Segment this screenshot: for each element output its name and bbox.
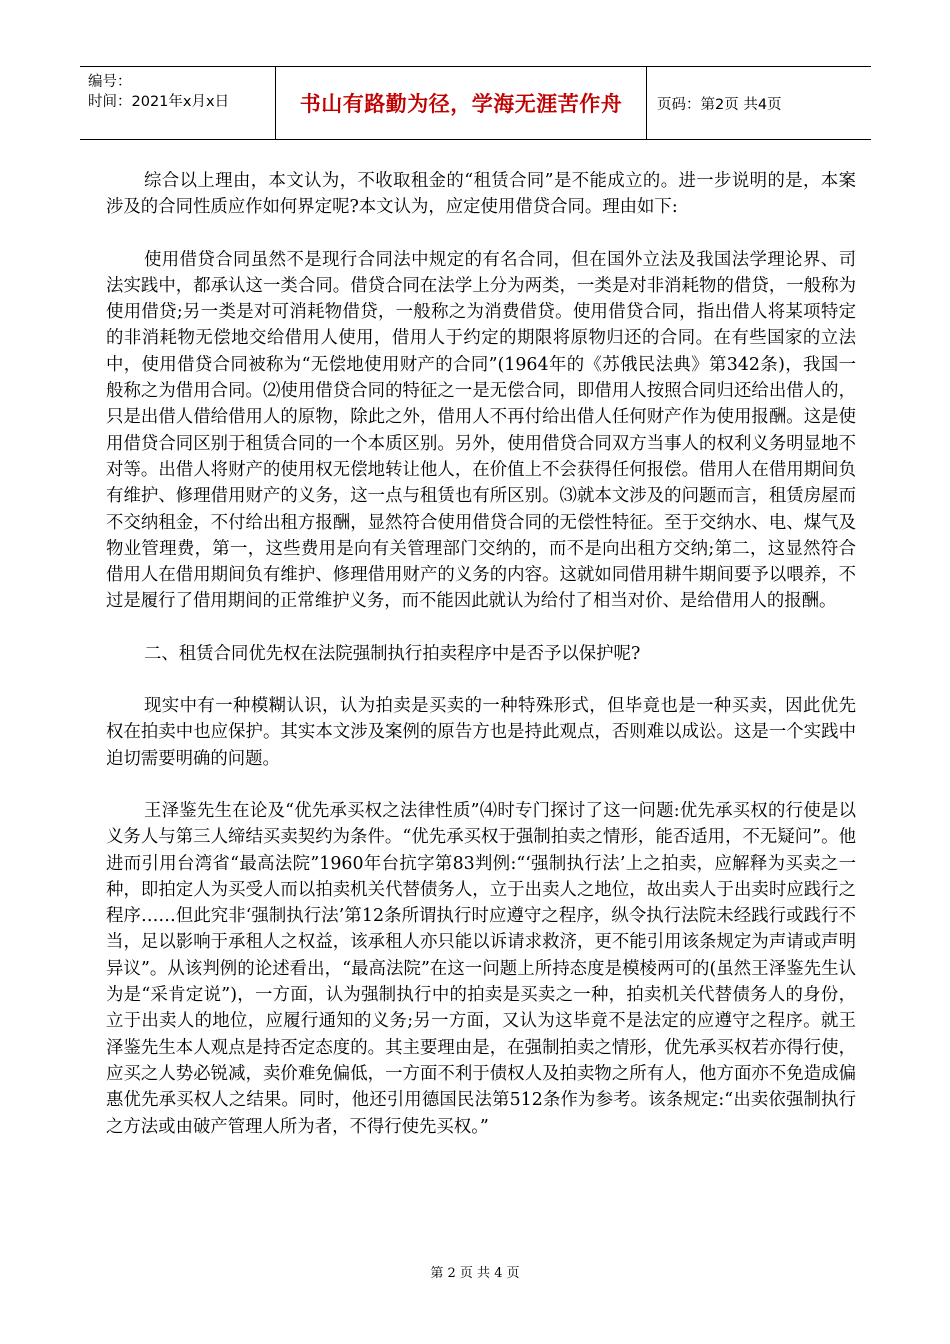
paragraph: 使用借贷合同虽然不是现行合同法中规定的有名合同，但在国外立法及我国法学理论界、司法实践中，都承认这一类合同。借贷合同在法学上分为两类，一类是对非消耗物的借贷，一般称为使用借贷;另一类是对可消耗物借贷，一般称之为消费借贷。使用借贷合同，指出借人将某项特定的非消耗物无偿地交给借用人使用，借用人于约定的期限将原物归还的合同。在有些国家的立法中，使用借贷合同被称为“无偿地使用财产的合同”(1964年的《苏俄民法典》第342条)，我国一般称之为借用合同。⑵使用借贷合同的特征之一是无偿合同，即借用人按照合同归还给出借人的，只是出借人借给借用人的原物，除此之外，借用人不再付给出借人任何财产作为使用报酬。这是使用借贷合同区别于租赁合同的一个本质区别。另外，使用借贷合同双方当事人的权利义务明显地不对等。出借人将财产的使用权无偿地转让他人，在价值上不会获得任何报偿。借用人在借用期间负有维护、修理借用财产的义务，这一点与租赁也有所区别。⑶就本文涉及的问题而言，租赁房屋而不交纳租金，不付给出租方报酬，显然符合使用借贷合同的无偿性特征。至于交纳水、电、煤气及物业管理费，第一，这些费用是向有关管理部门交纳的，而不是向出租方交纳;第二，这显然符合借用人在借用期间负有维护、修理借用财产的义务的内容。这就如同借用耕牛期间要予以喂养，不过是履行了借用期间的正常维护义务，而不能因此就认为给付了相当对价、是给借用人的报酬。 [106, 249, 856, 612]
paragraph: 王泽鉴先生在论及“优先承买权之法律性质”⑷时专门探讨了这一问题:优先承买权的行使是以义务人与第三人缔结买卖契约为条件。“优先承买权于强制拍卖之情形，能否适用，不无疑问”。他进而引用台湾省“最高法院”1960年台抗字第83判例:“‘强制执行法’上之拍卖，应解释为买卖之一种，即拍定人为买受人而以拍卖机关代替债务人，立于出卖人之地位，故出卖人于出卖时应践行之程序……但此究非‘强制执行法’第12条所谓执行时应遵守之程序，纵令执行法院未经践行或践行不当，足以影响于承租人之权益，该承租人亦只能以诉请求救济，更不能引用该条规定为声请或声明异议”。从该判例的论述看出，“最高法院”在这一问题上所持态度是模棱两可的(虽然王泽鉴先生认为是“采肯定说”)，一方面，认为强制执行中的拍卖是买卖之一种，拍卖机关代替债务人的身份，立于出卖人的地位，应履行通知的义务;另一方面，又认为这毕竟不是法定的应遵守之程序。就王泽鉴先生本人观点是持否定态度的。其主要理由是，在强制拍卖之情形，优先承买权若亦得行使，应买之人势必锐减，卖价难免偏低，一方面不利于债权人及拍卖物之所有人，他方面亦不免造成偏惠优先承买权人之结果。同时，他还引用德国民法第512条作为参考。该条规定:“出卖依强制执行之方法或由破产管理人所为者，不得行使先买权。” [106, 800, 856, 1137]
motto-text: 书山有路勤为径，学海无涯苦作舟 [299, 92, 623, 116]
header-page-info-cell [647, 67, 871, 139]
document-time: 时间：2021年x月x日 [88, 94, 230, 110]
paragraph: 现实中有一种模糊认识，认为拍卖是买卖的一种特殊形式，但毕竟也是一种买卖，因此优先权在拍卖中也应保护。其实本文涉及案例的原告方也是持此观点，否则难以成讼。这是一个实践中迫切需要明确的问题。 [106, 696, 856, 769]
section-heading: 二、租赁合同优先权在法院强制执行拍卖程序中是否予以保护呢? [144, 643, 641, 664]
page-footer: 第 2 页 共 4 页 [430, 1266, 520, 1281]
document-number: 编号： [88, 74, 132, 90]
paragraph: 综合以上理由，本文认为，不收取租金的“租赁合同”是不能成立的。进一步说明的是，本案涉及的合同性质应作如何界定呢?本文认为，应定使用借贷合同。理由如下: [106, 171, 856, 218]
document-body [106, 168, 856, 1140]
header-motto-cell [276, 67, 647, 139]
page-header [80, 66, 871, 140]
header-page-info: 页码：第2页 共4页 [657, 96, 782, 113]
header-meta [80, 67, 276, 139]
